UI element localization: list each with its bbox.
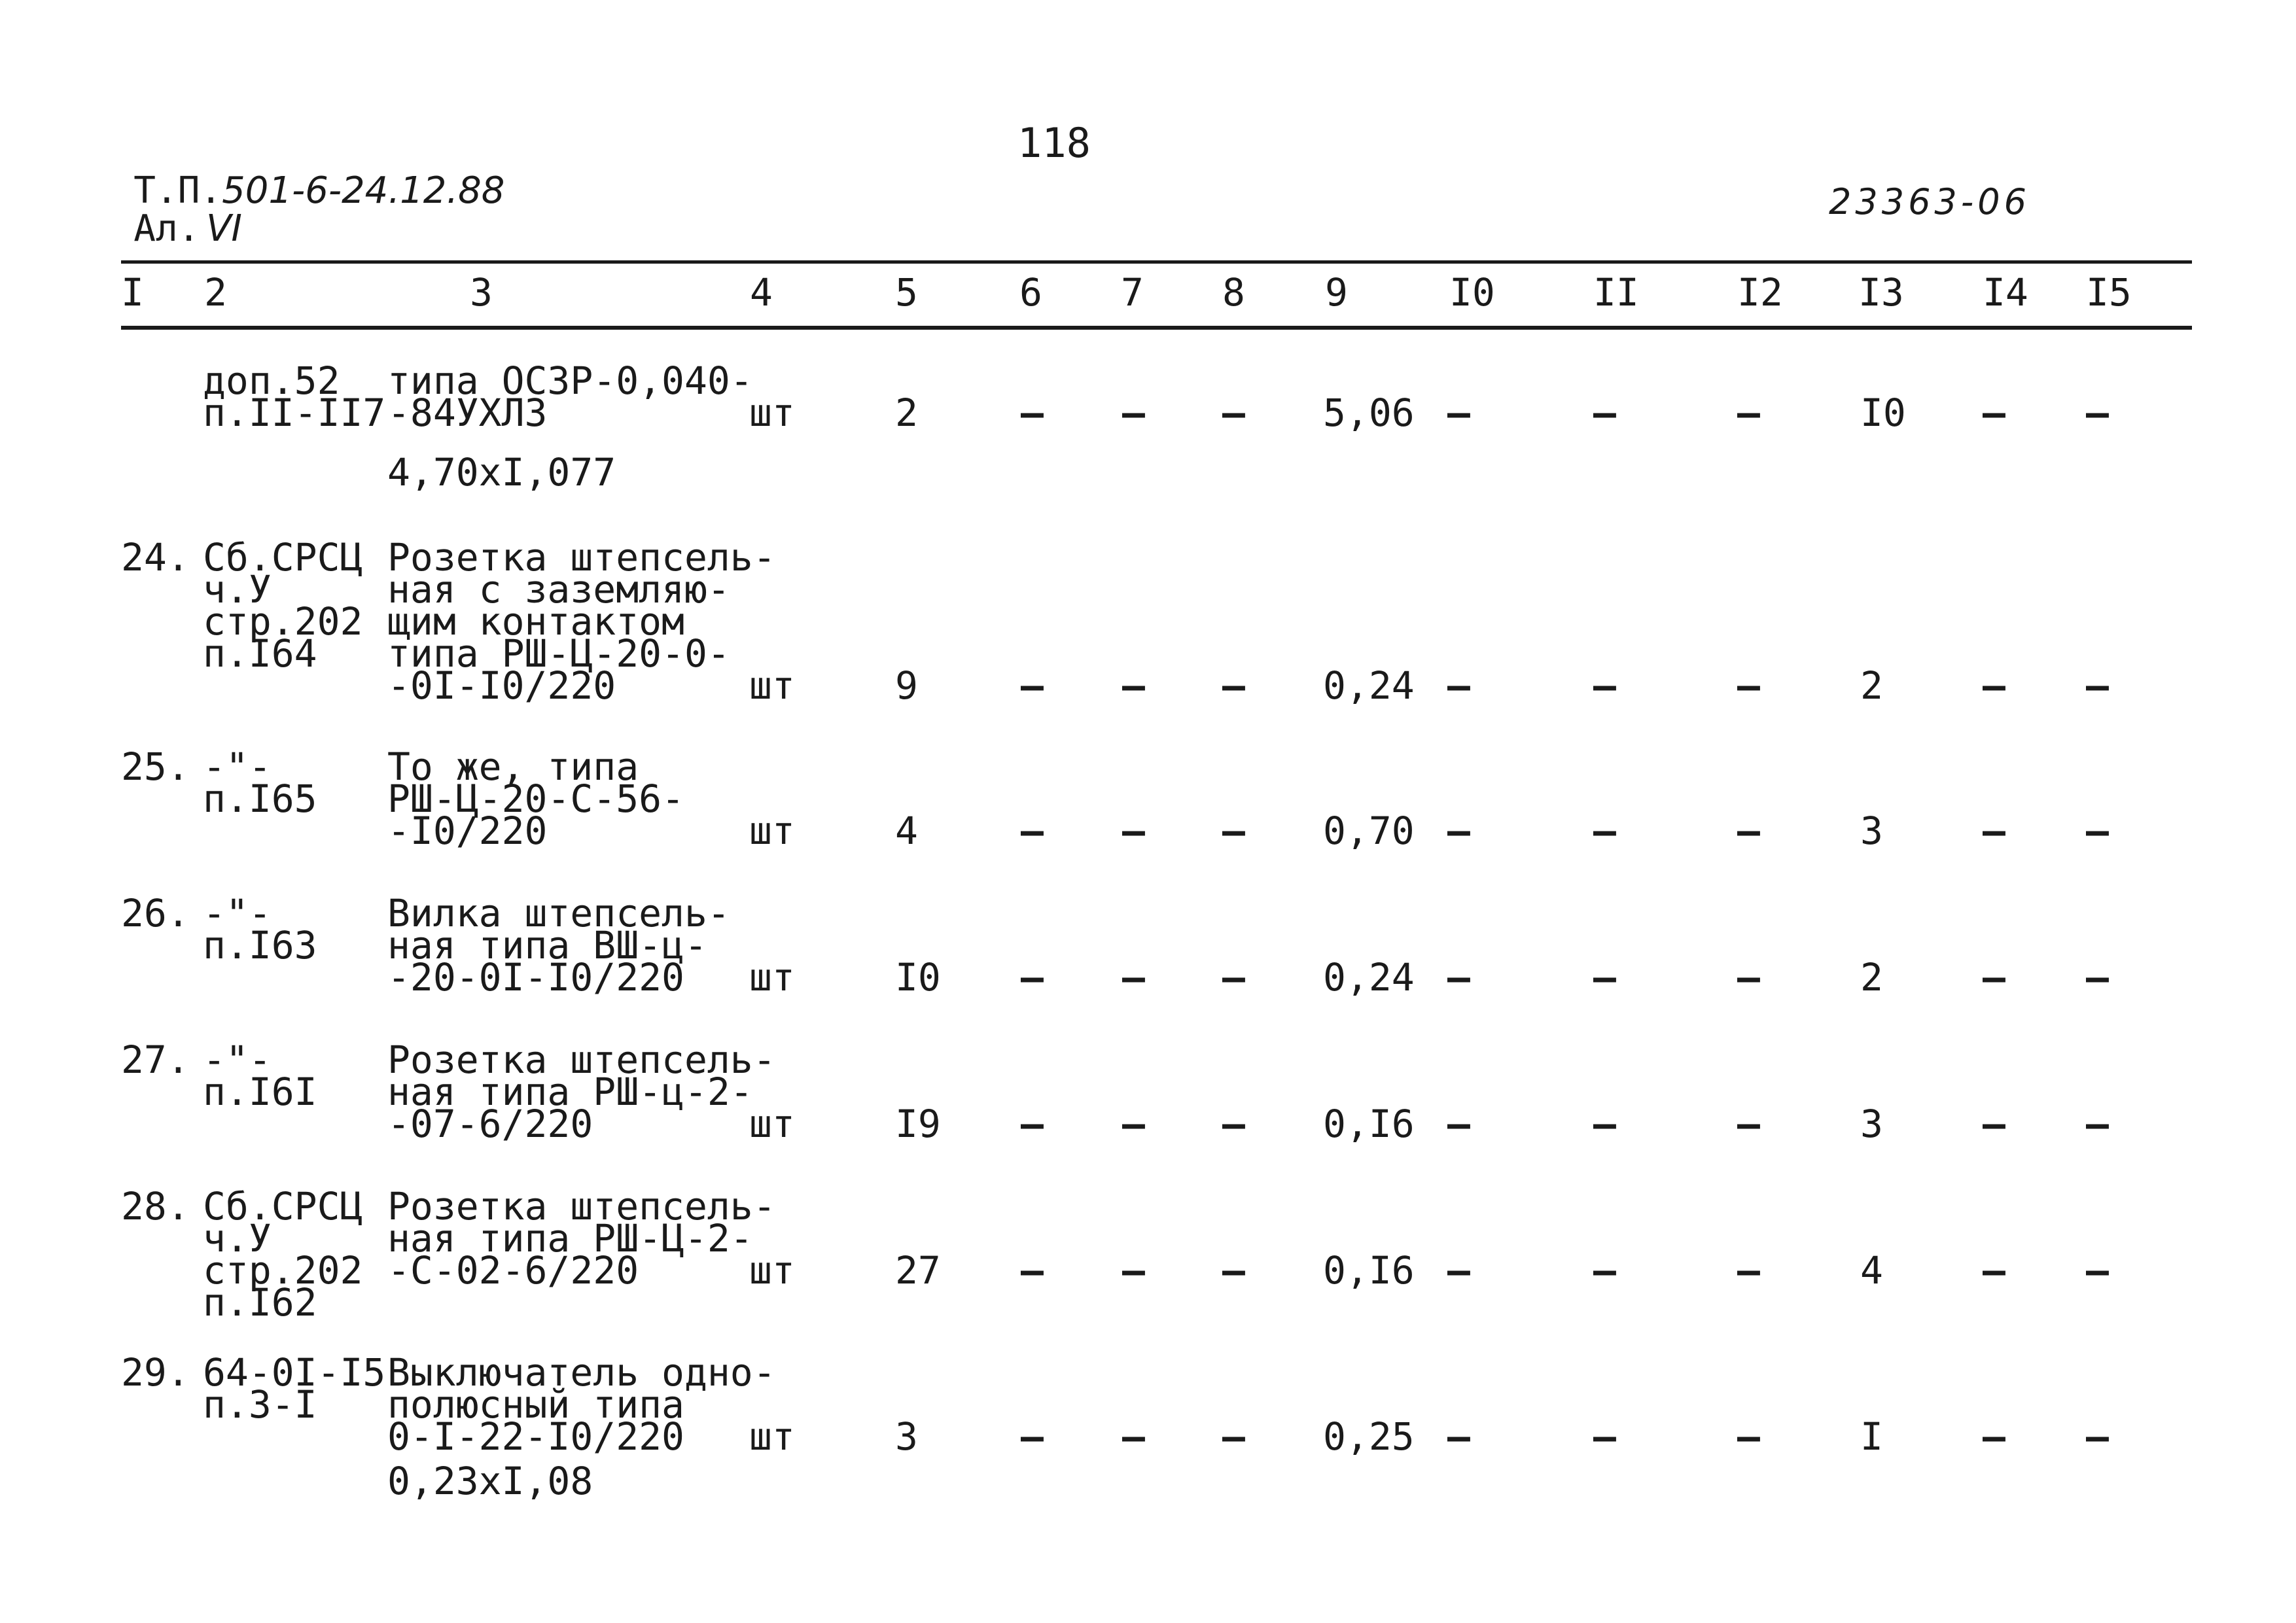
col12-cell: – — [1737, 663, 1760, 708]
col8-cell: – — [1222, 1248, 1245, 1293]
reference-line: доп.52 — [203, 358, 340, 403]
col14-cell: – — [1983, 955, 2005, 1000]
col7-cell: – — [1122, 955, 1145, 1000]
col12-cell: – — [1737, 1414, 1760, 1459]
description-line: -I0/220 — [387, 809, 548, 853]
quantity-cell: 2 — [895, 391, 918, 435]
description-line: РШ-Ц-20-С-56- — [387, 777, 684, 821]
unit-cell: шт — [749, 1414, 795, 1459]
col7-cell: – — [1122, 1248, 1145, 1293]
reference-line: п.I64 — [203, 631, 317, 676]
col13-value-cell: I0 — [1860, 391, 1906, 435]
reference-line: -"- — [203, 891, 272, 935]
col10-cell: – — [1447, 955, 1470, 1000]
description-line: Розетка штепсель- — [387, 535, 776, 580]
col12-cell: – — [1737, 955, 1760, 1000]
column-header: I — [121, 270, 144, 315]
album-handwritten: VI — [206, 207, 242, 250]
col9-value-cell: 0,I6 — [1323, 1248, 1415, 1293]
col13-value-cell: 2 — [1860, 663, 1883, 708]
col13-value-cell: 3 — [1860, 809, 1883, 853]
column-header: 8 — [1222, 270, 1245, 315]
column-header: 3 — [470, 270, 493, 315]
unit-cell: шт — [749, 391, 795, 435]
col9-value-cell: 0,I6 — [1323, 1102, 1415, 1146]
col6-cell: – — [1021, 955, 1044, 1000]
col13-value-cell: 3 — [1860, 1102, 1883, 1146]
description-line: ная типа РШ-Ц-2- — [387, 1216, 753, 1261]
description-line: -07-6/220 — [387, 1102, 593, 1146]
unit-cell: шт — [749, 955, 795, 1000]
col10-cell: – — [1447, 809, 1470, 853]
col13-value-cell: I — [1860, 1414, 1883, 1459]
col11-cell: – — [1593, 1102, 1616, 1146]
unit-cell: шт — [749, 809, 795, 853]
reference-line: Сб.СРСЦ — [203, 1184, 363, 1229]
row-number: 28. — [121, 1184, 190, 1229]
quantity-cell: I0 — [895, 955, 941, 1000]
reference-line: п.I63 — [203, 923, 317, 968]
quantity-cell: 4 — [895, 809, 918, 853]
col11-cell: – — [1593, 809, 1616, 853]
col7-cell: – — [1122, 1414, 1145, 1459]
description-line: полюсный типа — [387, 1382, 684, 1427]
col15-cell: – — [2086, 391, 2109, 435]
column-header: I0 — [1449, 270, 1495, 315]
description-line: типа ОСЗР-0,040- — [387, 358, 753, 403]
col6-cell: – — [1021, 663, 1044, 708]
description-line: Выключатель одно- — [387, 1350, 776, 1395]
col14-cell: – — [1983, 1414, 2005, 1459]
col10-cell: – — [1447, 1248, 1470, 1293]
reference-line: -"- — [203, 744, 272, 789]
col15-cell: – — [2086, 1414, 2109, 1459]
project-ref-prefix: Т.П. — [133, 169, 222, 212]
col14-cell: – — [1983, 1102, 2005, 1146]
reference-line: ч.У — [203, 1216, 272, 1261]
col10-cell: – — [1447, 1102, 1470, 1146]
description-line: 0-I-22-I0/220 — [387, 1414, 684, 1459]
album-prefix: Ал. — [133, 207, 200, 250]
description-line: ная с заземляю- — [387, 567, 730, 612]
col15-cell: – — [2086, 809, 2109, 853]
reference-line: стр.202 — [203, 599, 363, 644]
reference-line: п.I65 — [203, 777, 317, 821]
col9-value-cell: 0,24 — [1323, 955, 1415, 1000]
unit-cell: шт — [749, 1248, 795, 1293]
col11-cell: – — [1593, 663, 1616, 708]
row-number: 25. — [121, 744, 190, 789]
col7-cell: – — [1122, 1102, 1145, 1146]
description-line: ная типа ВШ-ц- — [387, 923, 707, 968]
col14-cell: – — [1983, 663, 2005, 708]
col6-cell: – — [1021, 1102, 1044, 1146]
page-number: 118 — [1017, 119, 1091, 167]
dimension-note: 0,23хI,08 — [387, 1459, 593, 1503]
reference-line: п.I6I — [203, 1070, 317, 1114]
col14-cell: – — [1983, 391, 2005, 435]
col6-cell: – — [1021, 391, 1044, 435]
description-line: -84УХЛЗ — [387, 391, 548, 435]
description-line: Розетка штепсель- — [387, 1038, 776, 1082]
header-top-rule — [121, 260, 2192, 264]
col7-cell: – — [1122, 663, 1145, 708]
row-number: 26. — [121, 891, 190, 935]
reference-line: Сб.СРСЦ — [203, 535, 363, 580]
reference-line: п.II-II7 — [203, 391, 386, 435]
col15-cell: – — [2086, 663, 2109, 708]
description-line: Розетка штепсель- — [387, 1184, 776, 1229]
col12-cell: – — [1737, 391, 1760, 435]
reference-line: п.I62 — [203, 1280, 317, 1325]
description-line: -С-02-6/220 — [387, 1248, 639, 1293]
col15-cell: – — [2086, 1248, 2109, 1293]
description-line: ная типа РШ-ц-2- — [387, 1070, 753, 1114]
description-line: -20-0I-I0/220 — [387, 955, 684, 1000]
unit-cell: шт — [749, 1102, 795, 1146]
col9-value-cell: 0,25 — [1323, 1414, 1415, 1459]
row-number: 29. — [121, 1350, 190, 1395]
col7-cell: – — [1122, 809, 1145, 853]
reference-line: стр.202 — [203, 1248, 363, 1293]
quantity-cell: 9 — [895, 663, 918, 708]
column-header: 6 — [1019, 270, 1042, 315]
col12-cell: – — [1737, 1248, 1760, 1293]
col8-cell: – — [1222, 391, 1245, 435]
description-line: типа РШ-Ц-20-0- — [387, 631, 730, 676]
col8-cell: – — [1222, 1102, 1245, 1146]
description-line: То же, типа — [387, 744, 639, 789]
row-number: 24. — [121, 535, 190, 580]
quantity-cell: I9 — [895, 1102, 941, 1146]
column-header: I3 — [1858, 270, 1904, 315]
album-reference — [121, 200, 242, 250]
col12-cell: – — [1737, 809, 1760, 853]
quantity-cell: 27 — [895, 1248, 941, 1293]
col14-cell: – — [1983, 1248, 2005, 1293]
col10-cell: – — [1447, 391, 1470, 435]
reference-line: ч.У — [203, 567, 272, 612]
col7-cell: – — [1122, 391, 1145, 435]
project-ref-handwritten: 501-6-24.12.88 — [222, 169, 505, 212]
column-header: I4 — [1983, 270, 2028, 315]
col11-cell: – — [1593, 955, 1616, 1000]
quantity-cell: 3 — [895, 1414, 918, 1459]
col9-value-cell: 5,06 — [1323, 391, 1415, 435]
dimension-note: 4,70хI,077 — [387, 450, 616, 495]
column-header: 4 — [750, 270, 773, 315]
row-number: 27. — [121, 1038, 190, 1082]
reference-line: -"- — [203, 1038, 272, 1082]
document-code: 23363-06 — [1829, 181, 2030, 222]
col14-cell: – — [1983, 809, 2005, 853]
column-header: II — [1593, 270, 1639, 315]
column-header: 5 — [895, 270, 918, 315]
col12-cell: – — [1737, 1102, 1760, 1146]
col8-cell: – — [1222, 663, 1245, 708]
unit-cell: шт — [749, 663, 795, 708]
col11-cell: – — [1593, 1414, 1616, 1459]
column-header: 7 — [1121, 270, 1144, 315]
col6-cell: – — [1021, 1248, 1044, 1293]
col8-cell: – — [1222, 809, 1245, 853]
reference-line: 64-0I-I5 — [203, 1350, 386, 1395]
col10-cell: – — [1447, 663, 1470, 708]
description-line: -0I-I0/220 — [387, 663, 616, 708]
col8-cell: – — [1222, 955, 1245, 1000]
description-line: Вилка штепсель- — [387, 891, 730, 935]
col6-cell: – — [1021, 1414, 1044, 1459]
col9-value-cell: 0,24 — [1323, 663, 1415, 708]
col13-value-cell: 2 — [1860, 955, 1883, 1000]
col15-cell: – — [2086, 1102, 2109, 1146]
reference-line: п.3-I — [203, 1382, 317, 1427]
column-header: I2 — [1737, 270, 1783, 315]
col15-cell: – — [2086, 955, 2109, 1000]
column-header: I5 — [2086, 270, 2132, 315]
col9-value-cell: 0,70 — [1323, 809, 1415, 853]
col13-value-cell: 4 — [1860, 1248, 1883, 1293]
column-header: 2 — [204, 270, 227, 315]
header-bottom-rule — [121, 326, 2192, 330]
col6-cell: – — [1021, 809, 1044, 853]
col11-cell: – — [1593, 391, 1616, 435]
col10-cell: – — [1447, 1414, 1470, 1459]
col11-cell: – — [1593, 1248, 1616, 1293]
column-header: 9 — [1325, 270, 1348, 315]
description-line: щим контактом — [387, 599, 684, 644]
col8-cell: – — [1222, 1414, 1245, 1459]
